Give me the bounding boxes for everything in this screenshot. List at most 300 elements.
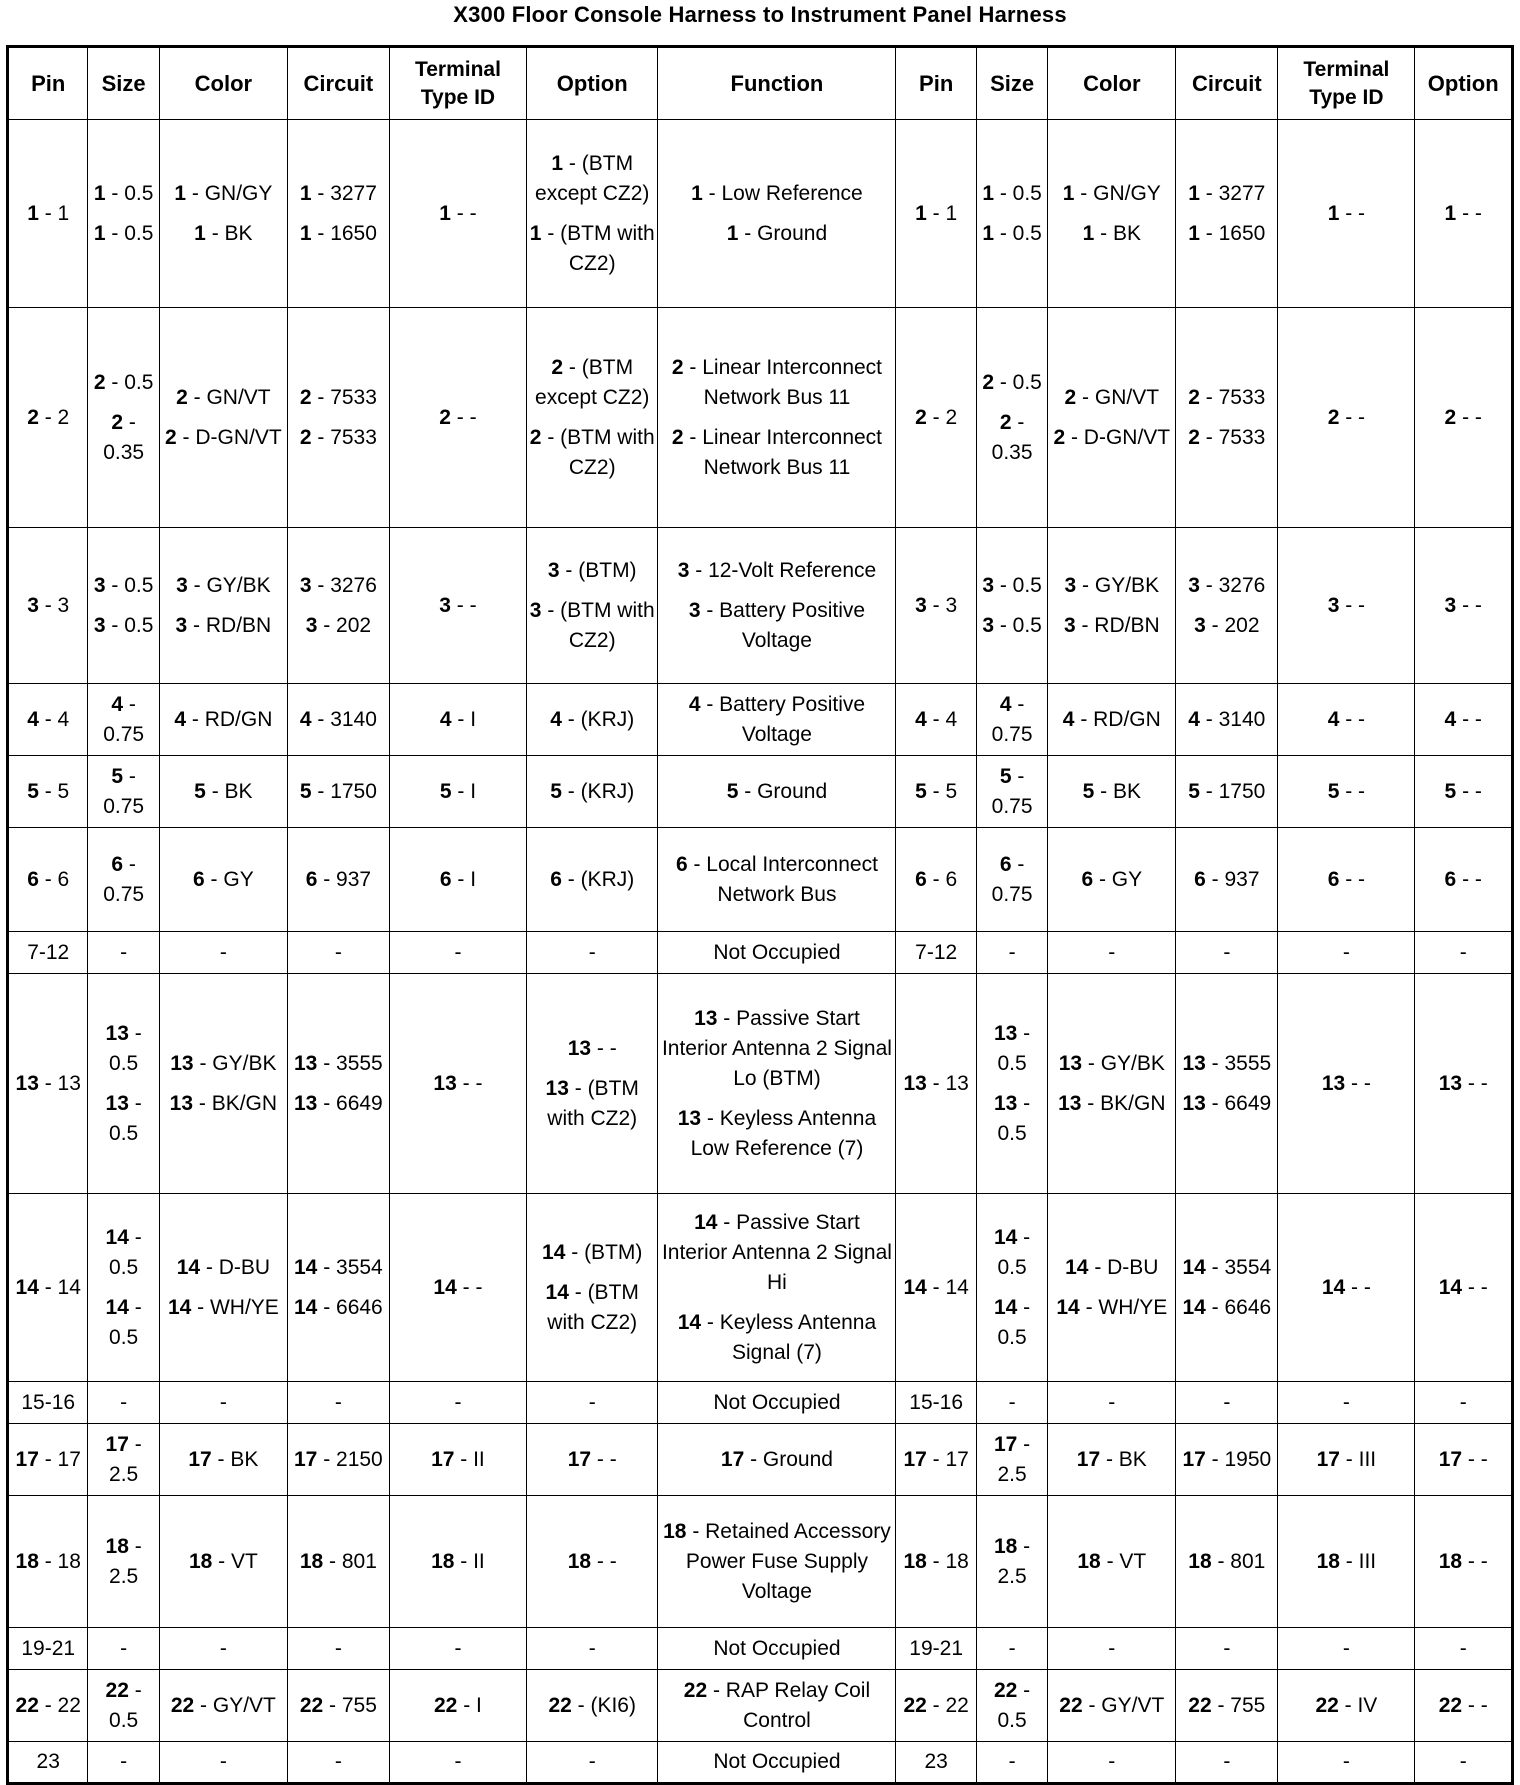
entry-text: - 2.5 (997, 1432, 1031, 1486)
page-title: X300 Floor Console Harness to Instrument Panel Harness (453, 2, 1067, 27)
entry-text: - 3140 (1199, 707, 1266, 731)
cell-entry (162, 865, 285, 895)
entry-index: 22 (903, 1693, 927, 1717)
cell-entry (1178, 571, 1275, 601)
entry-index: 3 (439, 593, 451, 617)
entry-text: - GY/BK (193, 1051, 277, 1075)
cell-entry (90, 611, 156, 641)
entry-index: 4 (174, 707, 187, 731)
cell-entry (11, 938, 85, 968)
entry-text: - 18 (926, 1549, 969, 1573)
cell-option (527, 1194, 658, 1382)
cell-pin (8, 528, 88, 684)
entry-index: 17 (294, 1447, 318, 1471)
cell-size-2 (976, 1670, 1047, 1742)
cell-entry (529, 423, 655, 483)
cell-color (159, 1424, 287, 1496)
cell-entry (290, 1547, 387, 1577)
entry-text: - 0.5 (109, 1091, 142, 1145)
entry-index: 1 (726, 221, 739, 245)
entry-text: - 3 (38, 593, 70, 617)
entry-index: 13 (1058, 1051, 1083, 1075)
cell-entry (392, 777, 524, 807)
entry-text: - (KRJ) (561, 707, 635, 731)
cell-pin-2 (896, 1382, 976, 1424)
cell-terminal-type-id-2 (1278, 974, 1415, 1194)
entry-index: 3 (1063, 613, 1076, 637)
entry-text: - GY/BK (1076, 573, 1160, 597)
cell-option-2 (1415, 828, 1513, 932)
cell-entry (1280, 938, 1412, 968)
cell-function (658, 932, 896, 974)
entry-index: 22 (993, 1678, 1018, 1702)
cell-entry (660, 596, 893, 656)
header-pin: Pin (8, 47, 88, 120)
entry-text: - - (1456, 201, 1482, 225)
cell-circuit (287, 528, 389, 684)
harness-table (6, 45, 1514, 1785)
cell-entry (11, 1547, 85, 1577)
entry-text: - (1008, 1636, 1016, 1660)
entry-index: 4 (1444, 707, 1457, 731)
cell-pin-2 (896, 1628, 976, 1670)
entry-index: 6 (439, 867, 452, 891)
cell-option-2 (1415, 1382, 1513, 1424)
cell-entry (90, 179, 156, 209)
entry-index: 13 (694, 1006, 718, 1030)
cell-entry (529, 149, 655, 209)
entry-index: 6 (193, 867, 205, 891)
cell-entry (290, 611, 387, 641)
entry-index: 2 (439, 405, 451, 429)
cell-entry (1178, 423, 1275, 453)
entry-text: - 0.5 (997, 1678, 1031, 1732)
cell-entry (529, 1238, 655, 1268)
cell-terminal-type-id (389, 932, 526, 974)
entry-text: - 6646 (1205, 1295, 1272, 1319)
cell-entry (1178, 179, 1275, 209)
entry-index: 3 (688, 598, 701, 622)
cell-pin (8, 974, 88, 1194)
entry-text: - (454, 1390, 462, 1414)
entry-text: 15-16 (909, 1390, 964, 1414)
entry-text: - 0.5 (105, 613, 154, 637)
entry-text: - WH/YE (191, 1295, 279, 1319)
cell-entry (162, 1691, 285, 1721)
entry-text: - - (450, 405, 477, 429)
cell-circuit-2 (1176, 1194, 1278, 1382)
table-row (8, 932, 1513, 974)
cell-entry (90, 368, 156, 398)
entry-text: - (120, 1750, 128, 1773)
cell-color-2 (1048, 1382, 1176, 1424)
cell-entry (898, 591, 973, 621)
cell-color (159, 1194, 287, 1382)
entry-index: 1 (299, 181, 312, 205)
entry-index: 6 (550, 867, 562, 891)
cell-color-2 (1048, 756, 1176, 828)
entry-text: - 0.5 (997, 1295, 1031, 1349)
cell-entry (1417, 865, 1509, 895)
entry-index: 13 (993, 1091, 1018, 1115)
cell-entry (11, 1388, 85, 1418)
entry-text: - 0.5 (105, 221, 154, 245)
entry-text: - 0.5 (109, 1225, 142, 1279)
entry-index: 4 (299, 707, 312, 731)
entry-index: 5 (1444, 779, 1457, 803)
cell-entry (660, 938, 893, 968)
cell-function (658, 1424, 896, 1496)
cell-pin-2 (896, 756, 976, 828)
entry-index: 2 (1053, 425, 1066, 449)
cell-entry (1050, 179, 1173, 209)
cell-entry (90, 1430, 156, 1490)
entry-text: - 0.75 (103, 764, 145, 818)
entry-index: 2 (982, 370, 994, 394)
cell-terminal-type-id-2 (1278, 1628, 1415, 1670)
cell-pin-2 (896, 932, 976, 974)
header-terminal-type-id: Terminal Type ID (389, 47, 526, 120)
cell-entry (529, 1747, 655, 1777)
entry-index: 1 (27, 201, 39, 225)
entry-text: - 3 (926, 593, 958, 617)
entry-text: - 0.75 (103, 692, 145, 746)
table-row (8, 1424, 1513, 1496)
entry-text: - Low Reference (702, 181, 863, 205)
cell-size-2 (976, 932, 1047, 974)
entry-text: - 2.5 (109, 1432, 142, 1486)
entry-index: 3 (677, 558, 690, 582)
entry-index: 3 (1064, 573, 1077, 597)
entry-index: 3 (93, 613, 106, 637)
entry-text: - (454, 1750, 462, 1773)
entry-index: 18 (1077, 1549, 1101, 1573)
cell-circuit (287, 684, 389, 756)
entry-text: - - (1339, 867, 1366, 891)
header-circuit-2: Circuit (1176, 47, 1278, 120)
cell-entry (392, 1547, 524, 1577)
cell-entry (1178, 1293, 1275, 1323)
cell-entry (290, 571, 387, 601)
cell-entry (529, 556, 655, 586)
entry-text: - (120, 940, 128, 964)
entry-text: - VT (212, 1549, 258, 1573)
cell-entry (979, 571, 1045, 601)
entry-index: 5 (299, 779, 312, 803)
cell-function (658, 1194, 896, 1382)
cell-entry (1417, 1691, 1509, 1721)
entry-text: - III (1339, 1447, 1377, 1471)
cell-size-2 (976, 120, 1047, 308)
entry-index: 17 (105, 1432, 129, 1456)
header-terminal-type-id-2: Terminal Type ID (1278, 47, 1415, 120)
table-row (8, 756, 1513, 828)
cell-size-2 (976, 1496, 1047, 1628)
cell-function (658, 1496, 896, 1628)
entry-index: 14 (105, 1295, 129, 1319)
entry-text: - 4 (38, 707, 70, 731)
cell-entry (529, 1278, 655, 1338)
cell-color (159, 1382, 287, 1424)
cell-entry (1280, 1445, 1412, 1475)
table-row (8, 1194, 1513, 1382)
entry-text: - 14 (926, 1275, 969, 1299)
entry-text: - (1108, 1390, 1116, 1414)
entry-text: - 0.35 (103, 410, 145, 464)
cell-entry (529, 865, 655, 895)
cell-pin (8, 1628, 88, 1670)
entry-text: - IV (1338, 1693, 1378, 1717)
entry-index: 17 (1316, 1447, 1340, 1471)
cell-entry (529, 777, 655, 807)
cell-entry (1178, 1747, 1275, 1777)
entry-text: 23 (36, 1750, 60, 1773)
entry-text: - I (451, 779, 477, 803)
entry-index: 1 (299, 221, 312, 245)
entry-index: 4 (915, 707, 927, 731)
cell-circuit-2 (1176, 308, 1278, 528)
cell-entry (660, 353, 893, 413)
entry-text: - D-GN/VT (176, 425, 282, 449)
header-option-2: Option (1415, 47, 1513, 120)
cell-circuit (287, 1424, 389, 1496)
table-row (8, 1382, 1513, 1424)
cell-terminal-type-id (389, 1382, 526, 1424)
entry-index: 14 (993, 1295, 1018, 1319)
cell-entry (660, 219, 893, 249)
cell-terminal-type-id-2 (1278, 684, 1415, 756)
cell-entry (162, 571, 285, 601)
entry-text: - RD/BN (187, 613, 272, 637)
cell-function (658, 1382, 896, 1424)
entry-text: - (454, 1636, 462, 1660)
cell-entry (979, 690, 1045, 750)
entry-index: 2 (915, 405, 927, 429)
cell-size (88, 1194, 159, 1382)
cell-entry (290, 777, 387, 807)
cell-terminal-type-id (389, 120, 526, 308)
cell-color (159, 1742, 287, 1784)
cell-entry (979, 938, 1045, 968)
cell-option-2 (1415, 1628, 1513, 1670)
cell-entry (1050, 1547, 1173, 1577)
entry-text: 19-21 (909, 1636, 964, 1660)
entry-index: 5 (726, 779, 739, 803)
entry-text: - (BTM except CZ2) (535, 151, 650, 205)
entry-text: 7-12 (27, 940, 70, 964)
entry-text: - 3277 (311, 181, 377, 205)
entry-text: - D-BU (1088, 1255, 1159, 1279)
entry-text: - (BTM with CZ2) (541, 221, 655, 275)
cell-option-2 (1415, 1194, 1513, 1382)
header-color: Color (159, 47, 287, 120)
entry-text: - (120, 1390, 128, 1414)
entry-text: - 0.5 (994, 221, 1042, 245)
entry-text: - BK (1094, 779, 1141, 803)
entry-text: - - (456, 1071, 483, 1095)
table-row (8, 684, 1513, 756)
entry-text: - 3276 (1199, 573, 1266, 597)
cell-entry (898, 1547, 973, 1577)
entry-text: - D-BU (200, 1255, 271, 1279)
entry-index: 3 (27, 593, 39, 617)
header-option: Option (527, 47, 658, 120)
cell-entry (1050, 383, 1173, 413)
entry-index: 4 (1327, 707, 1340, 731)
cell-circuit (287, 932, 389, 974)
cell-entry (529, 1034, 655, 1064)
cell-option-2 (1415, 932, 1513, 974)
entry-index: 4 (439, 707, 452, 731)
entry-index: 13 (993, 1021, 1018, 1045)
cell-function (658, 1742, 896, 1784)
cell-color-2 (1048, 528, 1176, 684)
entry-text: - - (1462, 1549, 1488, 1573)
cell-terminal-type-id-2 (1278, 932, 1415, 974)
cell-entry (90, 762, 156, 822)
cell-circuit-2 (1176, 756, 1278, 828)
cell-terminal-type-id (389, 1424, 526, 1496)
entry-index: 13 (1182, 1091, 1206, 1115)
entry-index: 17 (720, 1447, 745, 1471)
cell-pin-2 (896, 974, 976, 1194)
cell-entry (898, 1273, 973, 1303)
cell-circuit-2 (1176, 828, 1278, 932)
entry-text: - (1459, 1636, 1467, 1660)
cell-entry (290, 1253, 387, 1283)
cell-size (88, 528, 159, 684)
cell-entry (1178, 1547, 1275, 1577)
cell-entry (162, 1253, 285, 1283)
entry-text: - 3555 (317, 1051, 383, 1075)
entry-text: - GN/GY (186, 181, 273, 205)
entry-text: - - (591, 1036, 617, 1060)
cell-size (88, 1628, 159, 1670)
cell-terminal-type-id (389, 756, 526, 828)
entry-index: 3 (93, 573, 106, 597)
entry-index: 13 (567, 1036, 592, 1060)
entry-text: - 12-Volt Reference (689, 558, 877, 582)
entry-text: - - (1345, 1071, 1371, 1095)
cell-entry (1280, 705, 1412, 735)
cell-entry (529, 1074, 655, 1134)
cell-terminal-type-id-2 (1278, 528, 1415, 684)
entry-text: - 755 (323, 1693, 377, 1717)
cell-entry (1417, 1547, 1509, 1577)
cell-entry (660, 1104, 893, 1164)
cell-entry (660, 1517, 893, 1607)
cell-entry (11, 199, 85, 229)
cell-option (527, 1670, 658, 1742)
entry-text: - (1459, 1750, 1467, 1773)
cell-entry (898, 777, 973, 807)
cell-size-2 (976, 1382, 1047, 1424)
entry-index: 6 (1444, 867, 1457, 891)
cell-color-2 (1048, 932, 1176, 974)
cell-entry (162, 219, 285, 249)
entry-index: 13 (903, 1071, 927, 1095)
cell-color (159, 932, 287, 974)
entry-index: 2 (1327, 405, 1340, 429)
cell-entry (11, 865, 85, 895)
entry-text: - 2.5 (997, 1534, 1031, 1588)
entry-text: - RD/BN (1075, 613, 1160, 637)
entry-text: - 1750 (311, 779, 377, 803)
cell-entry (290, 705, 387, 735)
entry-text: Not Occupied (713, 1636, 841, 1660)
cell-entry (1417, 938, 1509, 968)
cell-color-2 (1048, 1194, 1176, 1382)
entry-index: 14 (105, 1225, 129, 1249)
entry-index: 1 (194, 221, 206, 245)
cell-entry (979, 1293, 1045, 1353)
entry-text: - - (591, 1549, 617, 1573)
cell-entry (90, 1747, 156, 1777)
cell-entry (1178, 938, 1275, 968)
entry-index: 14 (1065, 1255, 1089, 1279)
entry-index: 1 (982, 221, 994, 245)
entry-index: 22 (299, 1693, 324, 1717)
cell-entry (660, 777, 893, 807)
cell-size-2 (976, 974, 1047, 1194)
entry-index: 2 (551, 355, 564, 379)
entry-index: 17 (903, 1447, 927, 1471)
entry-index: 4 (688, 692, 701, 716)
entry-index: 13 (1321, 1071, 1346, 1095)
entry-text: 19-21 (21, 1636, 76, 1660)
cell-circuit-2 (1176, 1742, 1278, 1784)
entry-index: 13 (677, 1106, 702, 1130)
entry-index: 18 (1438, 1549, 1463, 1573)
cell-entry (1178, 1634, 1275, 1664)
entry-text: - 2 (38, 405, 70, 429)
entry-text: - 0.5 (994, 613, 1042, 637)
cell-entry (162, 1747, 285, 1777)
cell-size-2 (976, 528, 1047, 684)
cell-entry (1050, 1691, 1173, 1721)
cell-circuit (287, 756, 389, 828)
entry-text: - 2150 (317, 1447, 383, 1471)
cell-entry (290, 179, 387, 209)
table-row (8, 1742, 1513, 1784)
entry-text: - Keyless Antenna Signal (7) (701, 1310, 877, 1364)
entry-index: 6 (111, 852, 124, 876)
table-row (8, 528, 1513, 684)
cell-entry (392, 1273, 524, 1303)
entry-index: 18 (299, 1549, 324, 1573)
entry-text: - 1 (926, 201, 958, 225)
entry-text: - - (1339, 405, 1366, 429)
entry-index: 4 (1062, 707, 1075, 731)
cell-entry (979, 179, 1045, 209)
cell-entry (660, 1676, 893, 1736)
cell-entry (898, 1634, 973, 1664)
entry-index: 2 (27, 405, 39, 429)
cell-entry (979, 1089, 1045, 1149)
cell-color (159, 1628, 287, 1670)
cell-size (88, 1670, 159, 1742)
cell-entry (1178, 383, 1275, 413)
cell-function (658, 1670, 896, 1742)
cell-entry (162, 179, 285, 209)
cell-entry (290, 1089, 387, 1119)
entry-text: - 7533 (1199, 385, 1266, 409)
entry-index: 17 (1182, 1447, 1206, 1471)
cell-entry (529, 705, 655, 735)
cell-pin-2 (896, 828, 976, 932)
cell-terminal-type-id (389, 1742, 526, 1784)
entry-index: 1 (915, 201, 927, 225)
